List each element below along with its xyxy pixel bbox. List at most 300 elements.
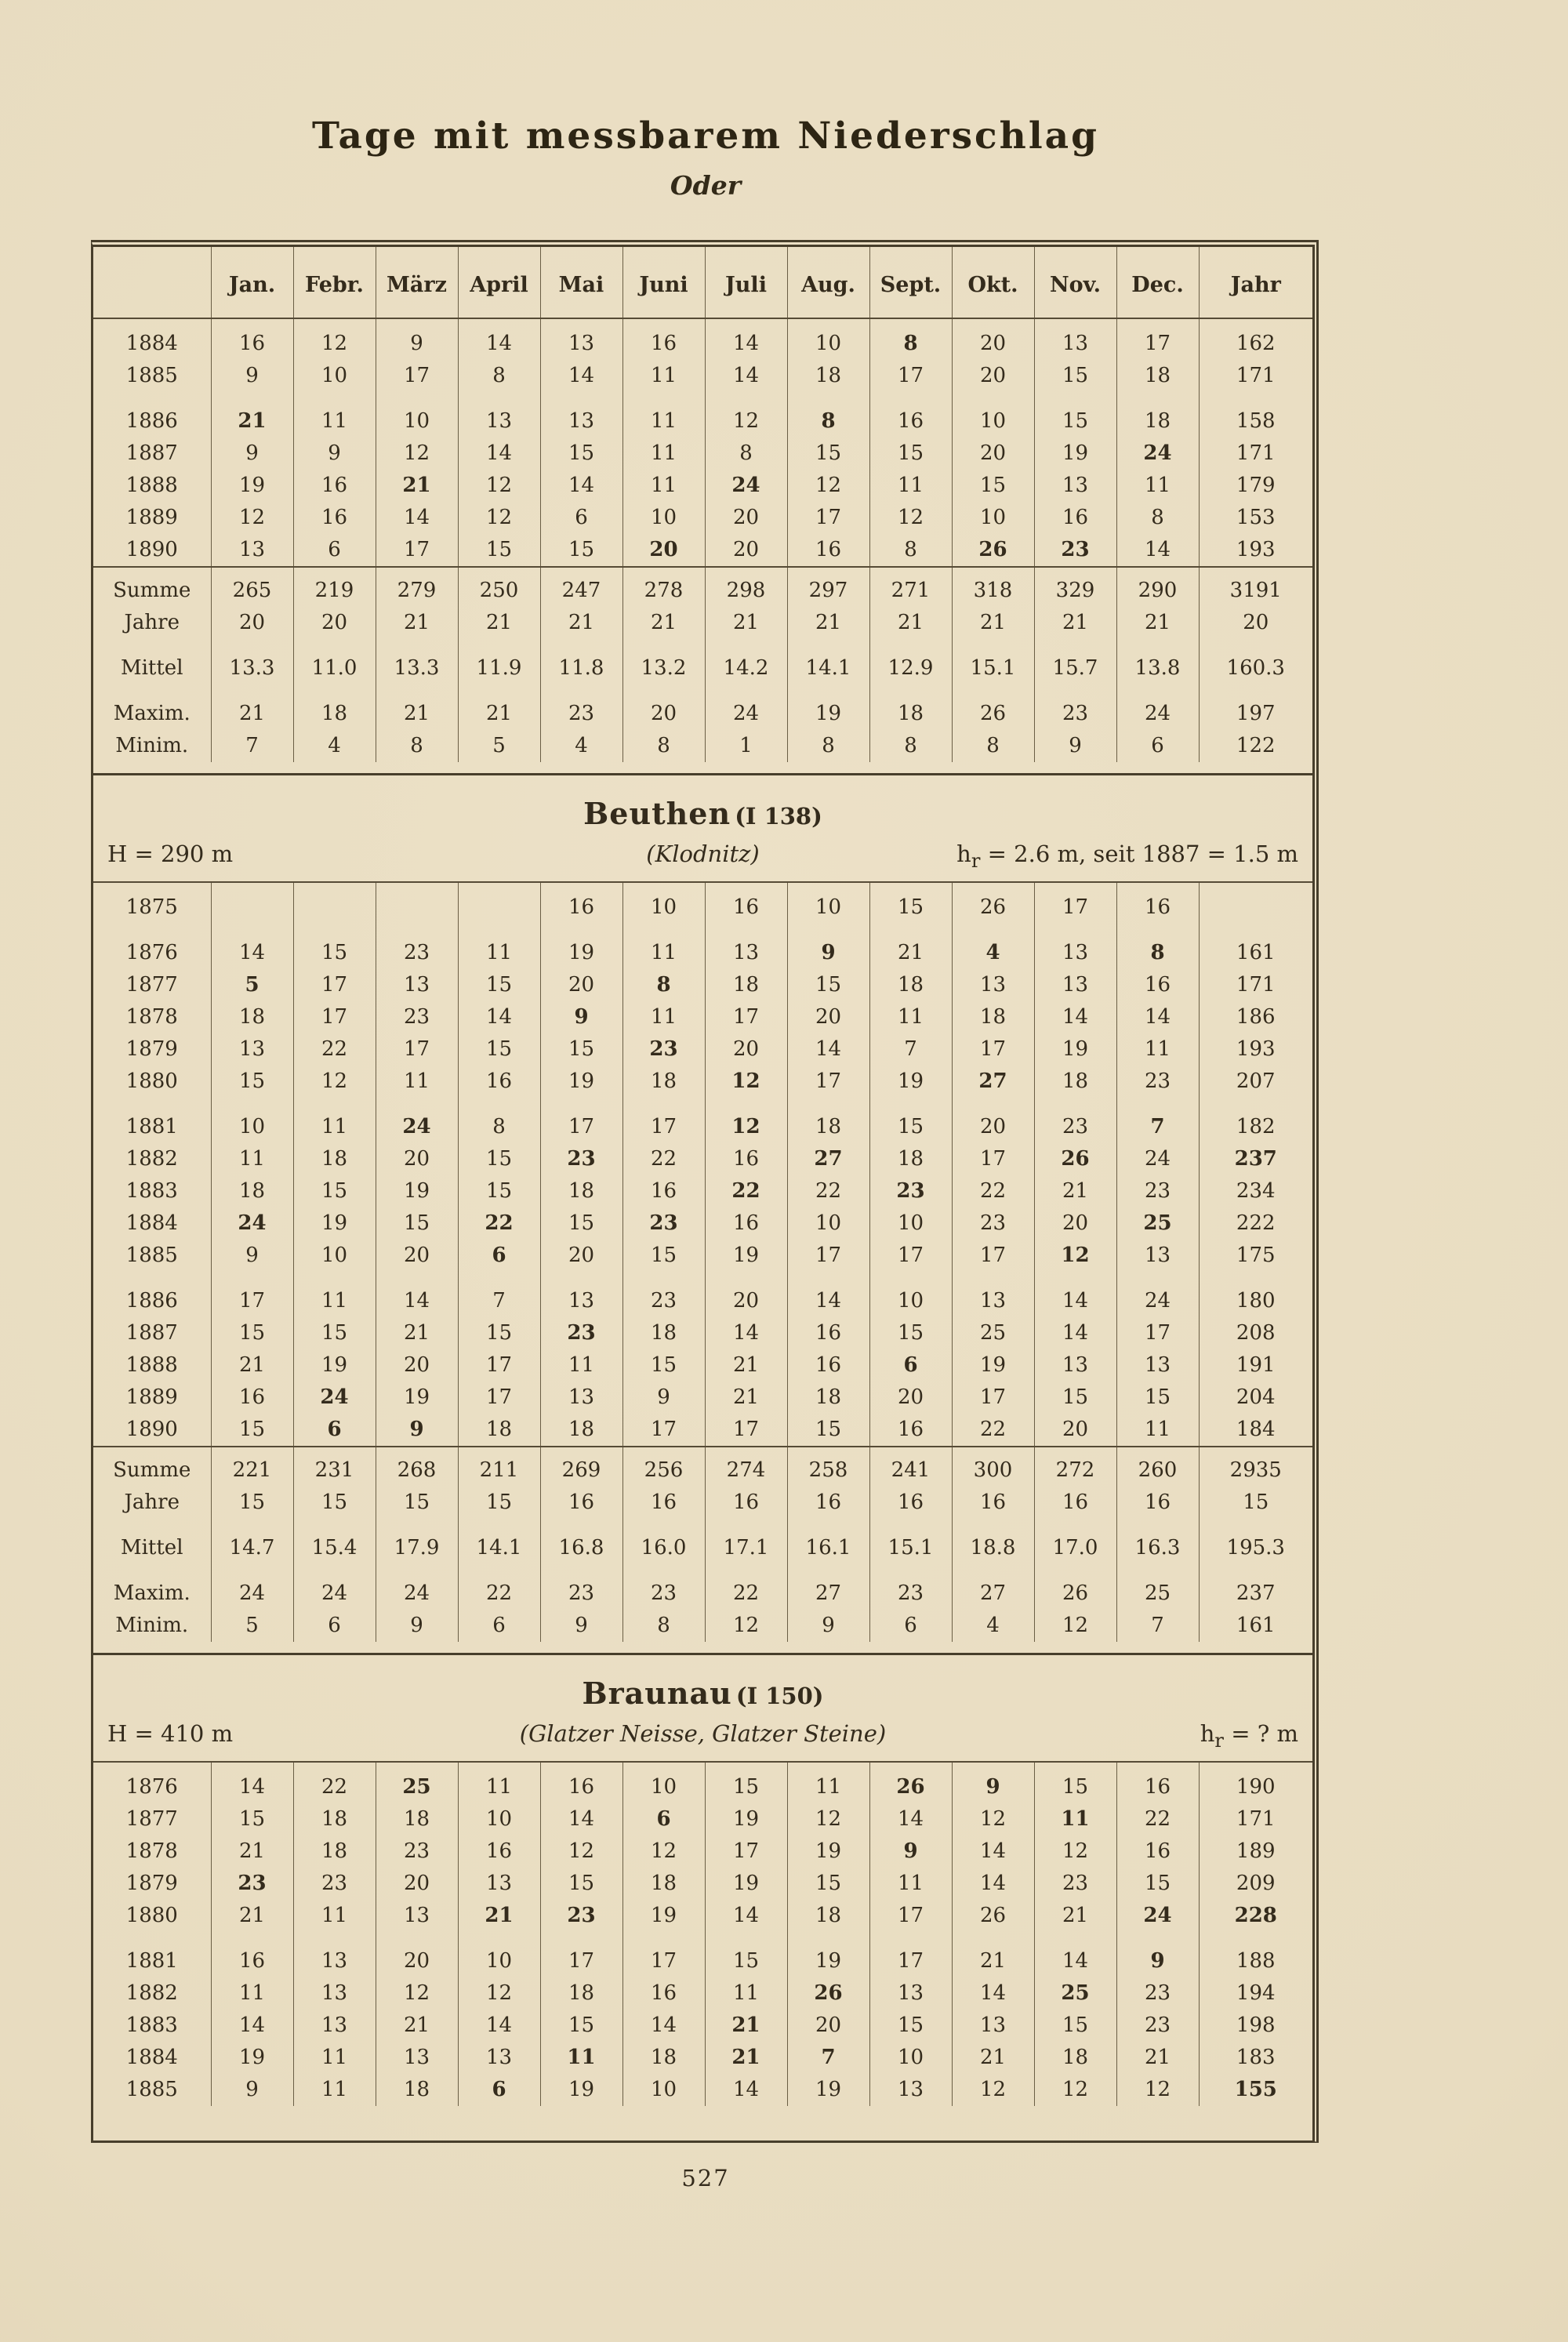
month-value-cell: 13 <box>952 969 1034 1001</box>
data-row <box>93 1272 1312 1317</box>
station-title-line <box>107 1676 1298 1711</box>
summary-label: Summe <box>93 1447 211 1487</box>
month-value-cell: 20 <box>952 438 1034 470</box>
month-value-cell: 17 <box>705 1001 787 1033</box>
column-header: Juli <box>705 247 787 318</box>
year-total-cell: 15 <box>1243 1490 1269 1514</box>
month-value-cell: 23 <box>376 1001 458 1033</box>
month-value-cell: 8 <box>622 969 705 1001</box>
month-value-cell: 15 <box>540 534 622 567</box>
month-value-cell: 11.9 <box>458 639 540 684</box>
month-value-cell: 22 <box>952 1175 1034 1207</box>
section-oder <box>93 247 1312 762</box>
month-value-cell: 15 <box>211 1803 293 1835</box>
month-value-cell: 16 <box>622 318 705 360</box>
month-value-cell: 10 <box>293 1240 376 1272</box>
station-heading-braunau <box>93 1655 1312 1763</box>
month-value-cell: 13 <box>1034 318 1116 360</box>
month-value-cell: 26 <box>869 1763 952 1803</box>
month-value-cell: 14 <box>458 438 540 470</box>
month-value-cell: 12 <box>1034 1610 1116 1642</box>
month-value-cell: 22 <box>787 1175 869 1207</box>
month-value-cell: 17 <box>952 1143 1034 1175</box>
month-value-cell: 13 <box>293 2010 376 2042</box>
year-label: 1889 <box>93 1382 211 1414</box>
month-value-cell: 17 <box>787 1066 869 1098</box>
year-label: 1884 <box>93 1207 211 1240</box>
month-value-cell: 17 <box>211 1272 293 1317</box>
summary-row <box>93 607 1312 639</box>
month-value-cell: 21 <box>705 1382 787 1414</box>
month-value-cell: 22 <box>705 1175 787 1207</box>
summary-label: Jahre <box>93 607 211 639</box>
month-value-cell: 18 <box>622 1868 705 1900</box>
month-value-cell: 18 <box>376 1803 458 1835</box>
month-value-cell: 256 <box>622 1447 705 1487</box>
data-row <box>93 502 1312 534</box>
month-value-cell: 279 <box>376 567 458 607</box>
month-value-cell: 6 <box>1116 730 1199 762</box>
month-value-cell: 20 <box>1034 1414 1116 1447</box>
month-value-cell: 21 <box>705 607 787 639</box>
month-value-cell: 24 <box>1116 1143 1199 1175</box>
month-value-cell: 12 <box>1034 1835 1116 1868</box>
month-value-cell: 9 <box>376 318 458 360</box>
month-value-cell: 14.1 <box>458 1519 540 1564</box>
year-total-cell: 193 <box>1236 538 1276 561</box>
data-row <box>93 1033 1312 1066</box>
data-row <box>93 1932 1312 1977</box>
month-value-cell: 24 <box>211 1564 293 1610</box>
data-row <box>93 1066 1312 1098</box>
month-value-cell: 8 <box>622 1610 705 1642</box>
month-value-cell: 6 <box>458 1610 540 1642</box>
month-value-cell: 15 <box>1034 360 1116 392</box>
year-label: 1885 <box>93 2074 211 2106</box>
month-value-cell: 15 <box>869 1317 952 1349</box>
month-value-cell: 23 <box>869 1564 952 1610</box>
month-value-cell: 14 <box>1034 1317 1116 1349</box>
month-value-cell: 13 <box>1034 924 1116 969</box>
month-value-cell: 15 <box>869 883 952 924</box>
year-label: 1882 <box>93 1977 211 2010</box>
month-value-cell: 12 <box>1116 2074 1199 2106</box>
month-value-cell: 13 <box>458 1868 540 1900</box>
month-value-cell: 9 <box>622 1382 705 1414</box>
month-value-cell: 13 <box>540 1272 622 1317</box>
month-value-cell: 22 <box>1116 1803 1199 1835</box>
month-value-cell: 12 <box>376 438 458 470</box>
month-value-cell: 14 <box>1116 534 1199 567</box>
year-label: 1883 <box>93 1175 211 1207</box>
month-value-cell: 14 <box>787 1272 869 1317</box>
month-value-cell: 26 <box>787 1977 869 2010</box>
page-subtitle: Oder <box>670 170 742 201</box>
column-header: Jan. <box>211 247 293 318</box>
month-value-cell: 12 <box>458 502 540 534</box>
column-header: April <box>458 247 540 318</box>
month-value-cell: 16 <box>787 534 869 567</box>
month-value-cell: 15.1 <box>869 1519 952 1564</box>
month-value-cell: 8 <box>458 360 540 392</box>
month-value-cell: 21 <box>705 2010 787 2042</box>
year-label: 1876 <box>93 1763 211 1803</box>
column-header: Sept. <box>869 247 952 318</box>
month-value-cell: 15.7 <box>1034 639 1116 684</box>
year-total-cell: 122 <box>1236 734 1276 757</box>
gauge-symbol: h <box>1200 1719 1215 1747</box>
month-value-cell: 21 <box>952 2042 1034 2074</box>
month-value-cell: 15 <box>952 470 1034 502</box>
month-value-cell: 16 <box>458 1835 540 1868</box>
month-value-cell: 16 <box>293 502 376 534</box>
year-label: 1878 <box>93 1835 211 1868</box>
month-value-cell: 21 <box>869 607 952 639</box>
year-label: 1881 <box>93 1932 211 1977</box>
month-value-cell: 27 <box>952 1066 1034 1098</box>
month-value-cell: 8 <box>622 730 705 762</box>
month-value-cell: 19 <box>540 2074 622 2106</box>
month-value-cell: 241 <box>869 1447 952 1487</box>
month-value-cell: 15 <box>540 1868 622 1900</box>
month-value-cell: 23 <box>622 1033 705 1066</box>
data-row <box>93 360 1312 392</box>
month-value-cell: 23 <box>622 1564 705 1610</box>
month-value-cell: 11 <box>540 1349 622 1382</box>
year-total-cell: 2935 <box>1199 1447 1312 1487</box>
month-value-cell: 16 <box>540 1487 622 1519</box>
month-value-cell: 297 <box>787 567 869 607</box>
data-row <box>93 438 1312 470</box>
month-value-cell: 14 <box>540 360 622 392</box>
month-value-cell: 10 <box>952 502 1034 534</box>
month-value-cell: 16 <box>211 1382 293 1414</box>
year-label: 1882 <box>93 1143 211 1175</box>
month-value-cell: 10 <box>293 360 376 392</box>
month-value-cell: 24 <box>376 1564 458 1610</box>
data-row <box>93 2010 1312 2042</box>
data-row <box>93 1414 1312 1447</box>
data-row <box>93 883 1312 924</box>
month-value-cell: 18 <box>540 1175 622 1207</box>
column-header: Aug. <box>787 247 869 318</box>
month-value-cell: 14.7 <box>211 1519 293 1564</box>
year-label: 1884 <box>93 318 211 360</box>
month-value-cell: 221 <box>211 1447 293 1487</box>
year-label: 1878 <box>93 1001 211 1033</box>
year-label: 1887 <box>93 1317 211 1349</box>
year-total-cell: 171 <box>1236 364 1276 387</box>
month-value-cell: 19 <box>787 1932 869 1977</box>
data-row <box>93 1349 1312 1382</box>
month-value-cell: 8 <box>376 730 458 762</box>
month-value-cell: 13 <box>458 392 540 438</box>
month-value-cell: 15 <box>787 1414 869 1447</box>
year-label: 1879 <box>93 1033 211 1066</box>
month-value-cell: 10 <box>787 1207 869 1240</box>
month-value-cell: 9 <box>869 1835 952 1868</box>
month-value-cell: 19 <box>787 684 869 730</box>
month-value-cell: 16 <box>705 1143 787 1175</box>
month-value-cell: 10 <box>869 2042 952 2074</box>
month-value-cell: 11 <box>705 1977 787 2010</box>
month-value-cell: 17 <box>622 1414 705 1447</box>
gauge-sub: r <box>971 849 981 872</box>
year-label: 1889 <box>93 502 211 534</box>
month-value-cell: 6 <box>540 502 622 534</box>
year-label: 1880 <box>93 1066 211 1098</box>
month-value-cell: 14 <box>705 2074 787 2106</box>
month-value-cell: 20 <box>952 360 1034 392</box>
month-value-cell: 10 <box>622 1763 705 1803</box>
month-value-cell: 15 <box>211 1317 293 1349</box>
month-value-cell: 17 <box>622 1098 705 1143</box>
column-header <box>93 247 211 318</box>
month-value-cell: 11 <box>293 2042 376 2074</box>
year-total-cell <box>1199 883 1312 924</box>
year-total-cell: 209 <box>1236 1871 1276 1895</box>
month-value-cell: 8 <box>787 392 869 438</box>
month-value-cell: 19 <box>705 1868 787 1900</box>
month-value-cell: 15 <box>293 1487 376 1519</box>
month-value-cell: 18 <box>787 360 869 392</box>
month-value-cell: 12 <box>787 1803 869 1835</box>
month-value-cell: 20 <box>705 502 787 534</box>
month-value-cell: 23 <box>211 1868 293 1900</box>
month-value-cell: 11 <box>869 1001 952 1033</box>
month-value-cell: 16 <box>1034 502 1116 534</box>
month-value-cell: 13 <box>211 534 293 567</box>
month-value-cell: 11 <box>787 1763 869 1803</box>
year-label: 1877 <box>93 969 211 1001</box>
month-value-cell: 15 <box>1116 1868 1199 1900</box>
month-value-cell: 13 <box>952 1272 1034 1317</box>
month-value-cell: 23 <box>952 1207 1034 1240</box>
month-value-cell: 265 <box>211 567 293 607</box>
data-row <box>93 1001 1312 1033</box>
month-value-cell: 20 <box>376 1868 458 1900</box>
month-value-cell: 13 <box>376 969 458 1001</box>
month-value-cell: 9 <box>540 1001 622 1033</box>
month-value-cell: 18 <box>211 1175 293 1207</box>
year-total-cell: 204 <box>1236 1385 1276 1409</box>
month-value-cell: 15 <box>211 1487 293 1519</box>
month-value-cell: 23 <box>1034 1868 1116 1900</box>
month-value-cell: 22 <box>705 1564 787 1610</box>
month-value-cell: 17 <box>293 1001 376 1033</box>
month-value-cell: 16 <box>787 1317 869 1349</box>
month-value-cell: 16 <box>622 1175 705 1207</box>
month-value-cell: 19 <box>293 1349 376 1382</box>
year-total-cell: 171 <box>1236 441 1276 465</box>
column-header: Mai <box>540 247 622 318</box>
month-value-cell: 14.1 <box>787 639 869 684</box>
month-value-cell: 23 <box>622 1207 705 1240</box>
year-total-cell: 195.3 <box>1226 1535 1285 1560</box>
month-value-cell: 13 <box>540 392 622 438</box>
month-value-cell: 247 <box>540 567 622 607</box>
month-value-cell: 15 <box>1034 1382 1116 1414</box>
month-value-cell: 21 <box>211 1835 293 1868</box>
month-value-cell: 272 <box>1034 1447 1116 1487</box>
month-value-cell: 20 <box>293 607 376 639</box>
summary-label: Minim. <box>93 1610 211 1642</box>
month-value-cell: 10 <box>869 1207 952 1240</box>
month-value-cell: 16 <box>1116 1763 1199 1803</box>
month-value-cell: 15 <box>293 1317 376 1349</box>
year-total-cell: 153 <box>1236 506 1276 529</box>
month-value-cell: 9 <box>211 360 293 392</box>
month-value-cell: 25 <box>1116 1207 1199 1240</box>
month-value-cell: 269 <box>540 1447 622 1487</box>
section-braunau <box>93 1653 1312 2106</box>
month-value-cell: 14 <box>952 1977 1034 2010</box>
month-value-cell: 10 <box>376 392 458 438</box>
month-value-cell: 11 <box>622 438 705 470</box>
month-value-cell: 6 <box>293 534 376 567</box>
summary-label: Maxim. <box>93 1564 211 1610</box>
month-value-cell: 19 <box>1034 438 1116 470</box>
gauge-symbol: h <box>956 841 971 867</box>
month-value-cell: 16.1 <box>787 1519 869 1564</box>
station-name: Beuthen <box>583 796 731 831</box>
month-value-cell: 26 <box>952 684 1034 730</box>
data-row <box>93 1317 1312 1349</box>
month-value-cell: 14 <box>705 1900 787 1932</box>
month-value-cell: 8 <box>869 318 952 360</box>
month-value-cell: 9 <box>376 1414 458 1447</box>
data-row <box>93 1763 1312 1803</box>
data-row <box>93 1803 1312 1835</box>
year-total-cell: 182 <box>1236 1114 1276 1138</box>
month-value-cell: 20 <box>622 534 705 567</box>
month-value-cell: 12 <box>705 1098 787 1143</box>
summary-row <box>93 1610 1312 1642</box>
station-data-table <box>93 1763 1312 2106</box>
month-value-cell: 16 <box>869 392 952 438</box>
month-value-cell: 26 <box>952 534 1034 567</box>
month-value-cell: 9 <box>787 1610 869 1642</box>
month-value-cell: 19 <box>622 1900 705 1932</box>
month-value-cell: 7 <box>1116 1098 1199 1143</box>
month-value-cell: 18 <box>293 684 376 730</box>
month-value-cell: 25 <box>1034 1977 1116 2010</box>
summary-label: Jahre <box>93 1487 211 1519</box>
month-value-cell: 13 <box>869 1977 952 2010</box>
month-value-cell: 21 <box>869 924 952 969</box>
month-value-cell: 14 <box>705 360 787 392</box>
column-header: Nov. <box>1034 247 1116 318</box>
month-value-cell: 12 <box>293 1066 376 1098</box>
month-value-cell: 13 <box>458 2042 540 2074</box>
month-value-cell: 17.0 <box>1034 1519 1116 1564</box>
page-title: Tage mit messbarem Niederschlag <box>311 114 1099 158</box>
data-row <box>93 1868 1312 1900</box>
year-total-cell: 190 <box>1236 1774 1276 1799</box>
year-total-cell: 183 <box>1236 2045 1276 2069</box>
month-value-cell: 15 <box>540 438 622 470</box>
year-total-cell: 198 <box>1236 2013 1276 2037</box>
month-value-cell: 7 <box>1116 1610 1199 1642</box>
month-value-cell: 14 <box>1116 1001 1199 1033</box>
month-value-cell: 11 <box>1116 1414 1199 1447</box>
month-value-cell: 10 <box>458 1803 540 1835</box>
year-total-cell: 160.3 <box>1226 656 1285 680</box>
precipitation-table-frame <box>91 240 1319 2143</box>
year-total-cell: 234 <box>1236 1178 1276 1203</box>
month-value-cell: 11 <box>293 2074 376 2106</box>
data-row <box>93 1143 1312 1175</box>
month-value-cell: 10 <box>458 1932 540 1977</box>
month-value-cell: 23 <box>540 1143 622 1175</box>
month-value-cell: 7 <box>211 730 293 762</box>
month-value-cell: 4 <box>293 730 376 762</box>
month-value-cell: 15 <box>458 534 540 567</box>
month-value-cell: 24 <box>705 684 787 730</box>
month-value-cell: 329 <box>1034 567 1116 607</box>
month-value-cell: 26 <box>952 1900 1034 1932</box>
month-value-cell: 13 <box>540 318 622 360</box>
month-value-cell: 19 <box>293 1207 376 1240</box>
year-total-cell: 237 <box>1234 1146 1277 1171</box>
month-value-cell: 13 <box>376 2042 458 2074</box>
month-value-cell: 22 <box>458 1564 540 1610</box>
month-value-cell: 16 <box>705 883 787 924</box>
month-value-cell: 11 <box>211 1977 293 2010</box>
month-value-cell: 11 <box>1034 1803 1116 1835</box>
month-value-cell: 19 <box>705 1803 787 1835</box>
month-value-cell: 4 <box>540 730 622 762</box>
month-value-cell: 17 <box>540 1098 622 1143</box>
month-value-cell: 15 <box>376 1207 458 1240</box>
month-value-cell: 23 <box>376 924 458 969</box>
month-value-cell: 17 <box>293 969 376 1001</box>
month-value-cell: 23 <box>622 1272 705 1317</box>
summary-label: Mittel <box>93 1519 211 1564</box>
month-value-cell: 18 <box>540 1977 622 2010</box>
month-value-cell: 14 <box>458 1001 540 1033</box>
month-value-cell: 25 <box>952 1317 1034 1349</box>
month-value-cell: 14 <box>705 1317 787 1349</box>
month-value-cell: 300 <box>952 1447 1034 1487</box>
month-value-cell: 21 <box>211 392 293 438</box>
month-value-cell: 10 <box>622 883 705 924</box>
month-value-cell: 12.9 <box>869 639 952 684</box>
month-value-cell: 13 <box>869 2074 952 2106</box>
month-value-cell: 11 <box>622 924 705 969</box>
year-total-cell: 20 <box>1243 611 1269 634</box>
year-label: 1885 <box>93 360 211 392</box>
year-label: 1879 <box>93 1868 211 1900</box>
month-value-cell: 20 <box>787 2010 869 2042</box>
month-value-cell: 20 <box>211 607 293 639</box>
month-value-cell: 20 <box>705 1033 787 1066</box>
month-value-cell: 15 <box>376 1487 458 1519</box>
month-value-cell: 15 <box>1034 392 1116 438</box>
month-value-cell: 16 <box>787 1487 869 1519</box>
month-value-cell: 18 <box>1116 392 1199 438</box>
month-value-cell: 21 <box>1034 607 1116 639</box>
summary-label: Maxim. <box>93 684 211 730</box>
summary-row <box>93 684 1312 730</box>
year-total-cell: 161 <box>1236 940 1276 964</box>
month-value-cell: 8 <box>705 438 787 470</box>
month-value-cell: 14.2 <box>705 639 787 684</box>
month-value-cell: 23 <box>293 1868 376 1900</box>
station-meta-line <box>107 841 1298 872</box>
data-row <box>93 1977 1312 2010</box>
month-value-cell: 16 <box>293 470 376 502</box>
